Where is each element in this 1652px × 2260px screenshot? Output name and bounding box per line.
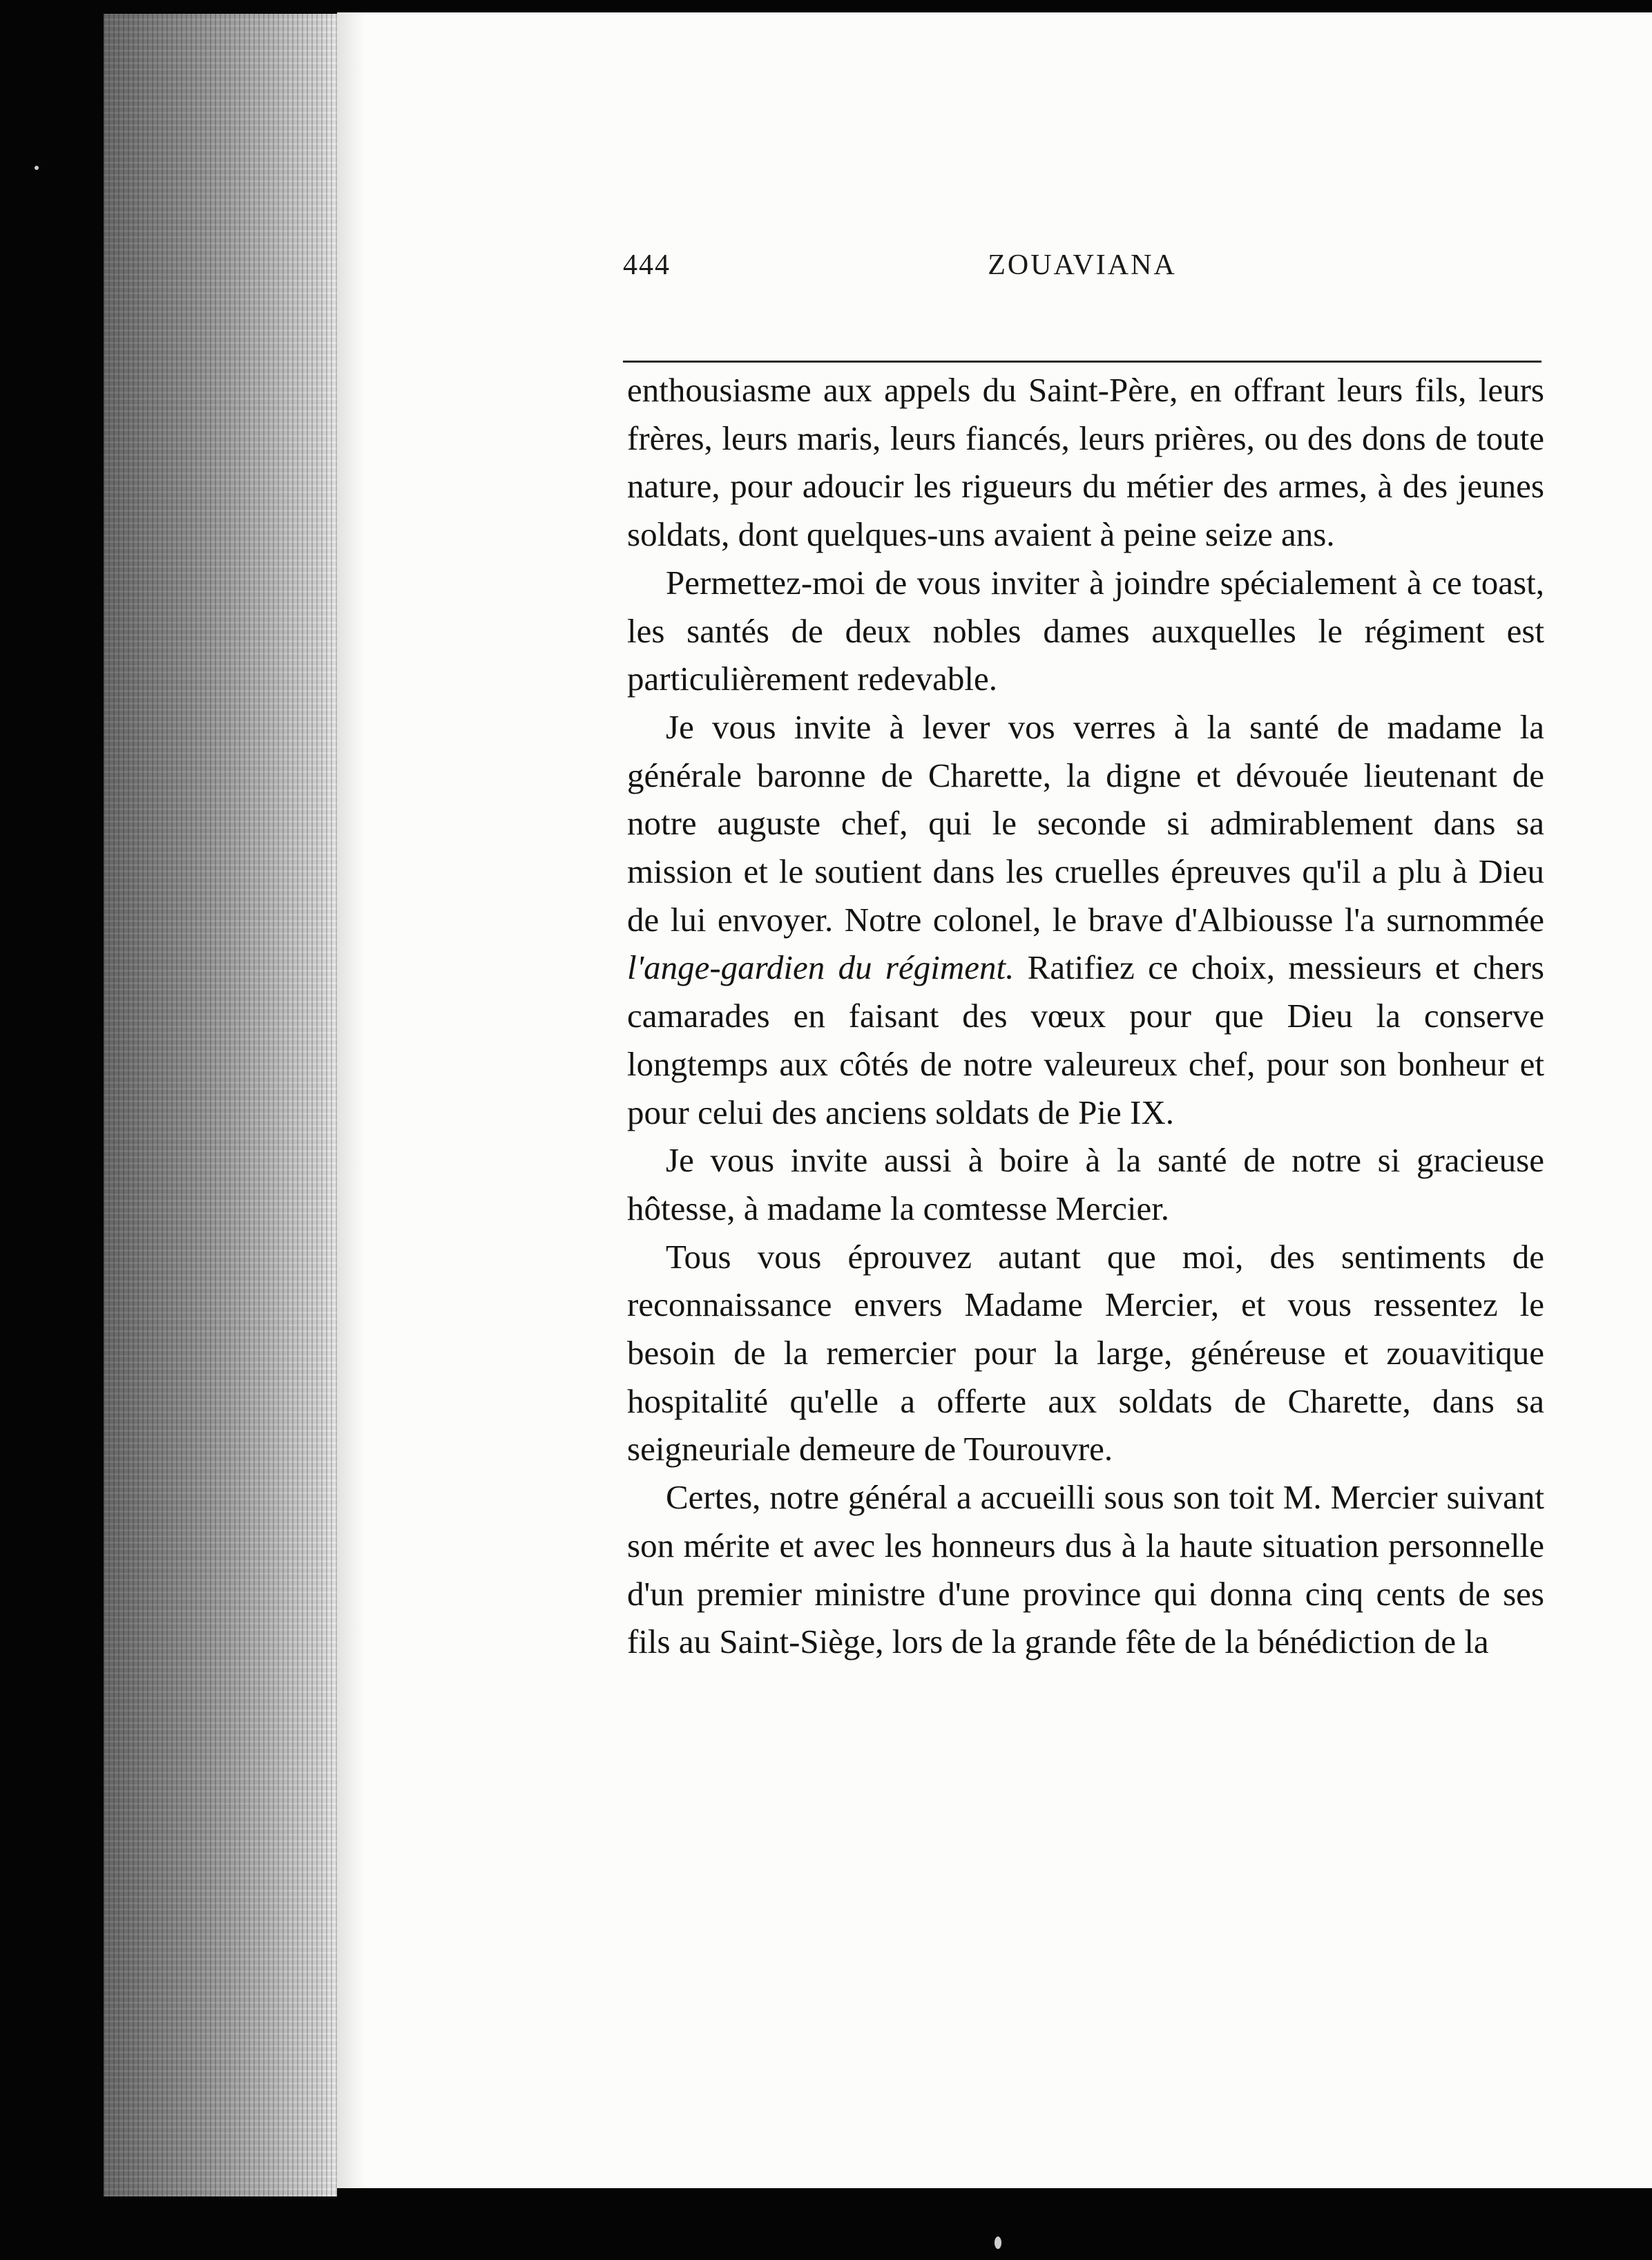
body-text [627, 366, 1544, 1666]
paragraph-2: Permettez-moi de vous inviter à joindre spécialement à ce toast, les santés de deux nobles dames auxquelles le régiment est particulièrement redevable. [627, 563, 1544, 698]
gutter-shadow [337, 12, 365, 2188]
scan-bottom-border [337, 2188, 1652, 2260]
paragraph-6: Certes, notre général a accueilli sous son toit M. Mercier suivant son mérite et avec les honneurs dus à la haute situation personnelle d'un premier ministre d'une province qui donna cinq cents de ses fils au Saint-Siège, lors de la grande fête de la bénédiction de la [627, 1478, 1544, 1661]
page-number: 444 [623, 249, 671, 281]
header-rule [623, 361, 1541, 363]
paragraph-3 [627, 703, 1544, 1136]
paragraph-5: Tous vous éprouvez autant que moi, des sentiments de reconnaissance envers Madame Mercier, et vous ressentez le besoin de la remercier pour la large, généreuse et zouavitique hospitalité qu'elle a offerte aux soldats de Charette, dans sa seigneuriale demeure de Tourouvre. [627, 1237, 1544, 1468]
paragraph-3-text-a: Je vous invite à lever vos verres à la santé de madame la générale baronne de Charette, la digne et dévouée lieutenant de notre auguste chef, qui le seconde si admirablement dans sa mission et le soutient dans les cruelles épreuves qu'il a plu à Dieu de lui envoyer. Notre colonel, le brave d'Albiousse l'a surnommée [627, 707, 1544, 939]
running-title: ZOUAVIANA [988, 249, 1177, 281]
running-head [623, 249, 1541, 290]
scan-speck [995, 2237, 1001, 2249]
paragraph-3-text-b: Ratifiez ce choix, messieurs et chers camarades en faisant des vœux pour que Dieu la conserve longtemps aux côtés de notre valeureux chef, pour son bonheur et pour celui des anciens soldats de Pie IX. [627, 948, 1544, 1131]
paragraph-1: enthousiasme aux appels du Saint-Père, en offrant leurs fils, leurs frères, leurs maris, leurs fiancés, leurs prières, ou des dons de toute nature, pour adoucir les rigueurs du métier des armes, à des jeunes soldats, dont quelques-uns avaient à peine seize ans. [627, 371, 1544, 554]
paragraph-4: Je vous invite aussi à boire à la santé de notre si gracieuse hôtesse, à madame la comtesse Mercier. [627, 1141, 1544, 1227]
book-page-edges [104, 14, 338, 2196]
italic-quote: l'ange-gardien du régiment. [627, 948, 1015, 987]
scan-speck [35, 166, 39, 170]
